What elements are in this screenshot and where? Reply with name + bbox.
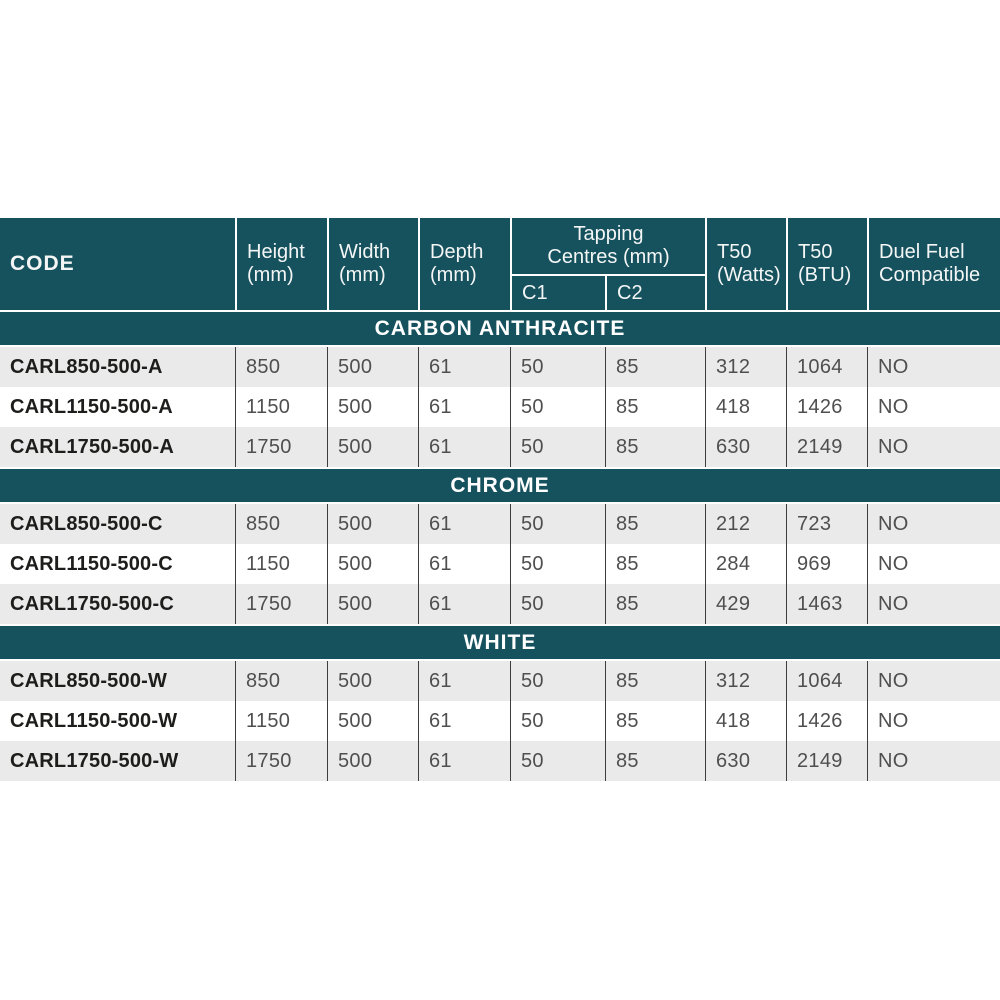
btu-cell: 1064	[786, 661, 867, 701]
column-header-depth: Depth (mm)	[418, 218, 510, 310]
section-title: CHROME	[450, 473, 550, 497]
depth-cell: 61	[418, 741, 510, 781]
table-row	[0, 387, 1000, 427]
c2-cell: 85	[605, 661, 705, 701]
section-band-white	[0, 624, 1000, 661]
table-row	[0, 584, 1000, 624]
height-cell: 850	[235, 661, 327, 701]
watts-cell: 630	[705, 427, 786, 467]
watts-cell: 418	[705, 701, 786, 741]
section-band-carbon-anthracite	[0, 310, 1000, 347]
btu-cell: 969	[786, 544, 867, 584]
depth-cell: 61	[418, 661, 510, 701]
duel-fuel-cell: NO	[867, 504, 1000, 544]
code-cell: CARL1150-500-W	[10, 709, 178, 732]
watts-cell: 312	[705, 347, 786, 387]
code-cell: CARL850-500-W	[10, 669, 168, 692]
c2-cell: 85	[605, 544, 705, 584]
table-row	[0, 701, 1000, 741]
column-header-width: Width (mm)	[327, 218, 418, 310]
c2-cell: 85	[605, 504, 705, 544]
code-cell: CARL1750-500-A	[10, 435, 174, 458]
c2-cell: 85	[605, 701, 705, 741]
radiator-spec-table	[0, 218, 1000, 781]
watts-cell: 284	[705, 544, 786, 584]
duel-fuel-cell: NO	[867, 544, 1000, 584]
width-cell: 500	[327, 584, 418, 624]
tapping-centres-label: Tapping Centres (mm)	[547, 223, 670, 268]
duel-fuel-cell: NO	[867, 661, 1000, 701]
c1-cell: 50	[510, 701, 605, 741]
duel-fuel-cell: NO	[867, 584, 1000, 624]
section-title: CARBON ANTHRACITE	[374, 316, 626, 340]
height-cell: 1750	[235, 427, 327, 467]
duel-fuel-cell: NO	[867, 347, 1000, 387]
c2-cell: 85	[605, 741, 705, 781]
duel-fuel-cell: NO	[867, 701, 1000, 741]
width-cell: 500	[327, 741, 418, 781]
table-row	[0, 544, 1000, 584]
table-row	[0, 427, 1000, 467]
watts-cell: 212	[705, 504, 786, 544]
depth-cell: 61	[418, 427, 510, 467]
depth-cell: 61	[418, 347, 510, 387]
table-header	[0, 218, 1000, 310]
width-cell: 500	[327, 387, 418, 427]
c1-cell: 50	[510, 584, 605, 624]
code-cell: CARL1750-500-W	[10, 749, 179, 772]
c1-cell: 50	[510, 741, 605, 781]
code-cell: CARL850-500-A	[10, 355, 163, 378]
code-cell: CARL850-500-C	[10, 512, 163, 535]
table-row	[0, 504, 1000, 544]
column-header-tapping-centres	[510, 218, 705, 276]
watts-cell: 429	[705, 584, 786, 624]
depth-cell: 61	[418, 504, 510, 544]
btu-cell: 2149	[786, 427, 867, 467]
btu-cell: 2149	[786, 741, 867, 781]
width-cell: 500	[327, 347, 418, 387]
column-header-t50-btu: T50 (BTU)	[786, 218, 867, 310]
height-cell: 1150	[235, 387, 327, 427]
table-row	[0, 741, 1000, 781]
c1-cell: 50	[510, 544, 605, 584]
column-header-c2: C2	[605, 276, 705, 310]
height-cell: 1750	[235, 741, 327, 781]
code-cell: CARL1150-500-A	[10, 395, 173, 418]
height-cell: 1150	[235, 544, 327, 584]
column-header-height: Height (mm)	[235, 218, 327, 310]
btu-cell: 1426	[786, 701, 867, 741]
table-row	[0, 661, 1000, 701]
btu-cell: 1426	[786, 387, 867, 427]
c1-cell: 50	[510, 347, 605, 387]
width-cell: 500	[327, 504, 418, 544]
depth-cell: 61	[418, 584, 510, 624]
c1-cell: 50	[510, 387, 605, 427]
table-row	[0, 347, 1000, 387]
height-cell: 850	[235, 504, 327, 544]
duel-fuel-cell: NO	[867, 387, 1000, 427]
watts-cell: 312	[705, 661, 786, 701]
duel-fuel-cell: NO	[867, 427, 1000, 467]
c1-cell: 50	[510, 661, 605, 701]
height-cell: 1150	[235, 701, 327, 741]
column-header-c1: C1	[510, 276, 605, 310]
column-header-duel-fuel: Duel Fuel Compatible	[867, 218, 1000, 310]
c2-cell: 85	[605, 584, 705, 624]
btu-cell: 1064	[786, 347, 867, 387]
c1-cell: 50	[510, 504, 605, 544]
duel-fuel-cell: NO	[867, 741, 1000, 781]
height-cell: 850	[235, 347, 327, 387]
c2-cell: 85	[605, 427, 705, 467]
code-cell: CARL1750-500-C	[10, 592, 174, 615]
width-cell: 500	[327, 701, 418, 741]
watts-cell: 630	[705, 741, 786, 781]
width-cell: 500	[327, 427, 418, 467]
section-band-chrome	[0, 467, 1000, 504]
depth-cell: 61	[418, 544, 510, 584]
c2-cell: 85	[605, 347, 705, 387]
section-title: WHITE	[463, 630, 537, 654]
c1-cell: 50	[510, 427, 605, 467]
depth-cell: 61	[418, 387, 510, 427]
column-header-t50-watts: T50 (Watts)	[705, 218, 786, 310]
height-cell: 1750	[235, 584, 327, 624]
watts-cell: 418	[705, 387, 786, 427]
column-header-code: CODE	[10, 251, 75, 275]
btu-cell: 1463	[786, 584, 867, 624]
c2-cell: 85	[605, 387, 705, 427]
btu-cell: 723	[786, 504, 867, 544]
width-cell: 500	[327, 544, 418, 584]
depth-cell: 61	[418, 701, 510, 741]
width-cell: 500	[327, 661, 418, 701]
code-cell: CARL1150-500-C	[10, 552, 173, 575]
